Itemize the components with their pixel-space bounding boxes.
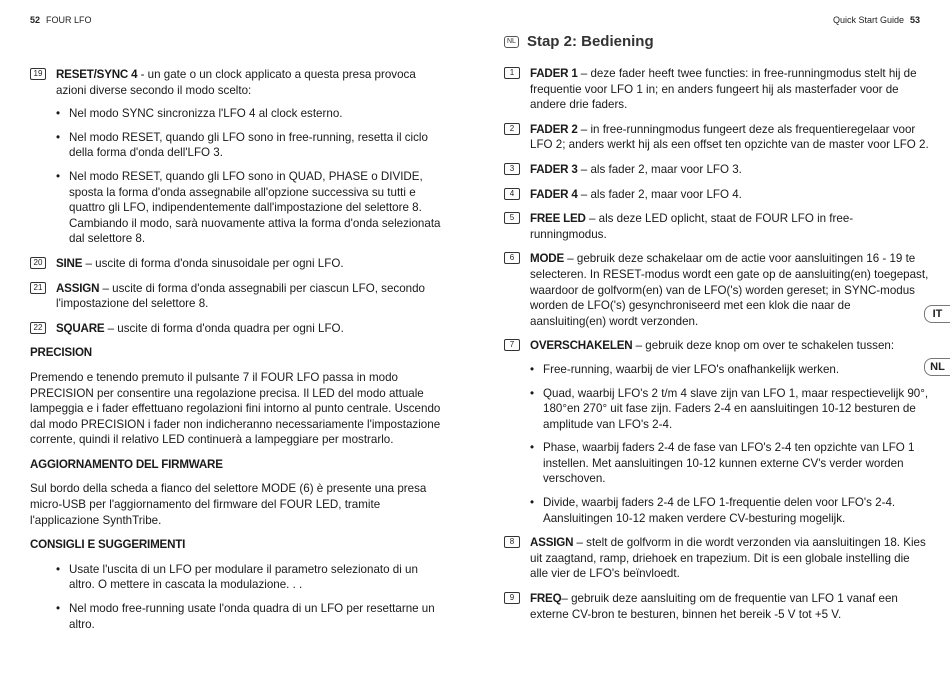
section-title-text: Stap 2: Bediening: [526, 33, 654, 51]
item-term: SQUARE: [56, 321, 105, 335]
item-description: – stelt de golfvorm in die wordt verzonden via aansluitingen 18. Kies uit zaagtand, ramp, driehoek en trapezium. Dit is een globale instelling die alle vier de LFO's beïnvloedt.: [530, 536, 926, 581]
tip-item: • Nel modo free-running usate l'onda quadra di un LFO per resettarne un altro.: [56, 601, 446, 632]
section-title: [504, 32, 929, 52]
item-number-badge: 20: [30, 257, 46, 269]
item-term: ASSIGN: [56, 281, 100, 295]
item-number-badge: 9: [504, 592, 520, 604]
bullet-list: [530, 362, 929, 526]
item-number-badge: 8: [504, 536, 520, 548]
bullet-item: • Free-running, waarbij de vier LFO's onafhankelijk werken.: [530, 362, 929, 378]
bullet-item: • Nel modo RESET, quando gli LFO sono in free-running, resetta il ciclo della forma d'onda dell'LFO 3.: [56, 130, 446, 161]
bullet-item: • Phase, waarbij faders 2-4 de fase van LFO's 2-4 ten opzichte van LFO 1 instellen. Met aansluitingen 10-12 kunnen externe CV's verder worden verschoven.: [530, 440, 929, 487]
firmware-paragraph: Sul bordo della scheda a fianco del selettore MODE (6) è presente una presa micro-USB per l'aggiornamento del firmware del FOUR LED, tramite l'applicazione SynthTribe.: [30, 482, 427, 527]
item-term: MODE: [530, 252, 564, 266]
item-description: – uscite di forma d'onda sinusoidale per ogni LFO.: [82, 256, 344, 270]
item-6: [504, 251, 929, 329]
item-term: RESET/SYNC 4: [56, 68, 138, 81]
firmware-heading: AGGIORNAMENTO DEL FIRMWARE: [30, 457, 223, 471]
item-term: FADER 4: [530, 187, 578, 201]
right-content: [504, 32, 929, 631]
item-description: - un gate o un clock applicato a questa presa provoca azioni diverse secondo il modo scelto:: [56, 68, 416, 97]
item-description: – uscite di forma d'onda quadra per ogni LFO.: [104, 321, 344, 335]
item-description: – als fader 2, maar voor LFO 4.: [577, 187, 742, 201]
item-4: [504, 187, 929, 203]
item-3: [504, 162, 929, 178]
item-term: SINE: [56, 256, 83, 270]
left-page-number: 52: [30, 15, 41, 25]
item-number-badge: 7: [504, 339, 520, 351]
item-term: FADER 3: [530, 162, 578, 176]
left-content: [30, 67, 446, 640]
item-20: [30, 256, 446, 272]
language-code-badge: NL: [504, 36, 519, 48]
right-running-title: Quick Start Guide: [832, 15, 904, 25]
item-description: – gebruik deze aansluiting om de frequentie van LFO 1 vanaf een externe CV-bron te besturen, binnen het bereik -5 V tot +5 V.: [530, 592, 898, 621]
item-21: [30, 281, 446, 312]
item-8: [504, 535, 929, 582]
item-term: ASSIGN: [530, 536, 574, 550]
item-term: FADER 1: [530, 67, 578, 80]
item-description: – als fader 2, maar voor LFO 3.: [577, 162, 742, 176]
bullet-item: • Quad, waarbij LFO's 2 t/m 4 slave zijn van LFO 1, maar respectievelijk 90°, 180°en 270° uit fase zijn. Faders 2-4 en aansluitingen 10-12 besturen de amplitude van LFO's 2-4.: [530, 386, 929, 433]
item-19: [30, 67, 446, 247]
item-1: [504, 66, 929, 113]
item-number-badge: 3: [504, 163, 520, 175]
item-term: OVERSCHAKELEN: [530, 339, 633, 353]
item-5: [504, 211, 929, 242]
item-number-badge: 19: [30, 68, 46, 80]
item-2: [504, 122, 929, 153]
left-running-title: FOUR LFO: [46, 15, 92, 25]
item-description: – gebruik deze knop om over te schakelen tussen:: [632, 339, 895, 353]
language-tab-nl[interactable]: NL: [924, 358, 950, 376]
item-number-badge: 6: [504, 252, 520, 264]
item-term: FREE LED: [530, 212, 586, 226]
right-page-number: 53: [909, 15, 920, 25]
bullet-item: • Divide, waarbij faders 2-4 de LFO 1-frequentie delen voor LFO's 2-4. Aansluitingen 10-12 maken verdere CV-besturing mogelijk.: [530, 495, 929, 526]
right-page-header: [833, 15, 920, 25]
item-number-badge: 1: [504, 67, 520, 79]
bullet-list: [56, 106, 446, 247]
left-page-header: [30, 15, 92, 25]
precision-paragraph: Premendo e tenendo premuto il pulsante 7 il FOUR LFO passa in modo PRECISION per consentire una regolazione precisa. Il LED del modo attuale lampeggia e i fader effettuano regolazioni fini intorno al punto centrale. Uscendo dal modo PRECISION i fader non indicheranno necessariamente l'impostazione corrente, quindi il relativo LED continuerà a lampeggiare per mostrarlo.: [30, 370, 441, 447]
item-number-badge: 5: [504, 212, 520, 224]
bullet-item: • Nel modo SYNC sincronizza l'LFO 4 al clock esterno.: [56, 106, 446, 122]
precision-heading: PRECISION: [30, 346, 92, 360]
item-22: [30, 321, 446, 337]
item-term: FADER 2: [530, 122, 578, 136]
bullet-item: • Nel modo RESET, quando gli LFO sono in QUAD, PHASE o DIVIDE, sposta la forma d'onda assegnabile all'opzione successiva su tutti e quattro gli LFO, indipendentemente dall'impostazione del selettore 8. Cambiando il modo, sarà nuovamente attiva la forma d'onda selezionata dal selettore 8.: [56, 169, 446, 247]
tips-list: [30, 562, 446, 632]
item-description: – in free-runningmodus fungeert deze als frequentieregelaar voor LFO 2; anders werkt hij als een offset ten opzichte van de master voor LFO 2.: [530, 122, 929, 152]
item-description: – deze fader heeft twee functies: in free-runningmodus stelt hij de frequentie voor LFO 1 in; en anders fungeert hij als masterfader voor de andere drie faders.: [530, 67, 917, 112]
item-number-badge: 4: [504, 188, 520, 200]
item-term: FREQ: [530, 592, 562, 606]
item-9: [504, 591, 929, 622]
item-number-badge: 2: [504, 123, 520, 135]
right-page: [475, 0, 950, 674]
tips-heading: CONSIGLI E SUGGERIMENTI: [30, 538, 186, 552]
item-7: [504, 338, 929, 526]
item-description: – uscite di forma d'onda assegnabili per ciascun LFO, secondo l'impostazione del selettore 8.: [56, 281, 426, 311]
tip-item: • Usate l'uscita di un LFO per modulare il parametro selezionato di un altro. O mettere in cascata la modulazione. . .: [56, 562, 446, 593]
item-number-badge: 21: [30, 282, 46, 294]
item-description: – als deze LED oplicht, staat de FOUR LFO in free-runningmodus.: [530, 212, 854, 241]
item-number-badge: 22: [30, 322, 46, 334]
language-tab-it[interactable]: IT: [924, 305, 950, 323]
item-description: – gebruik deze schakelaar om de actie voor aansluitingen 16 - 19 te selecteren. In RESET-modus wordt een gate op de aansluiting(en) toegepast, waardoor de golfvorm(en) van de LFO('s) worden gereset; in SYNC-modus worden de LFO('s) gesynchroniseerd met een klok die naar de aansluiting(en) wordt verzonden.: [530, 252, 929, 328]
